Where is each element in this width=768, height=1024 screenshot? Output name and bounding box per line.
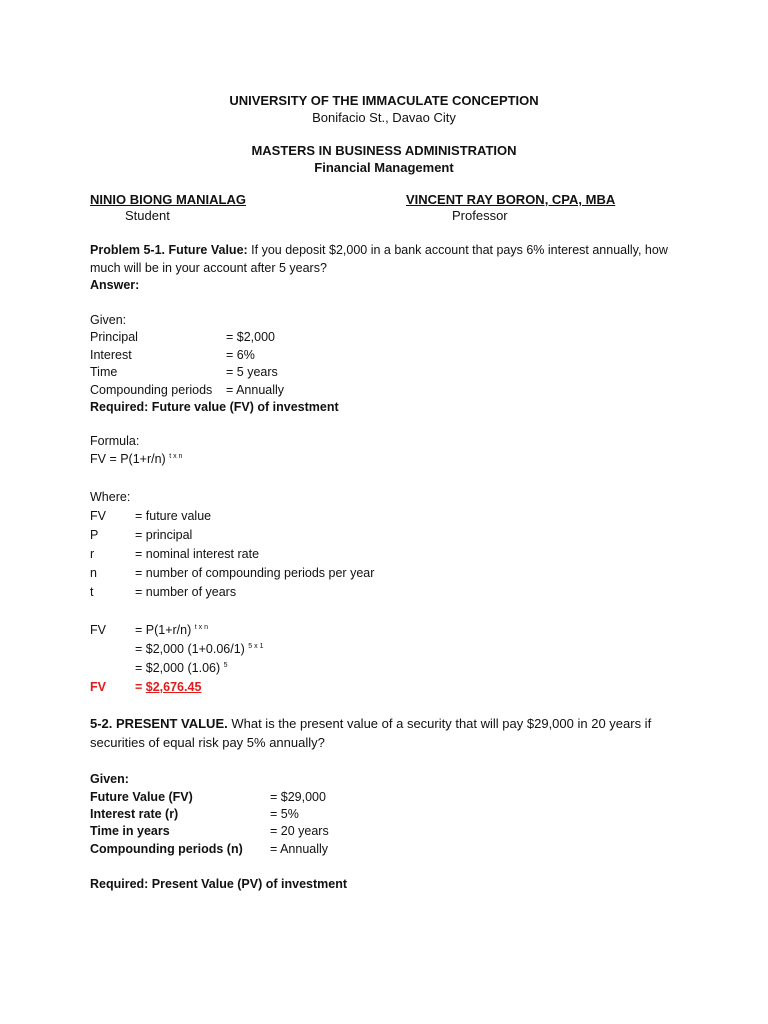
problem2-given-label: Given: xyxy=(90,772,129,786)
given-label: Compounding periods xyxy=(90,383,213,397)
given-row xyxy=(90,807,299,821)
given-value: = 5% xyxy=(270,807,299,821)
given-row xyxy=(90,330,276,344)
given-row xyxy=(90,790,326,804)
program-title: MASTERS IN BUSINESS ADMINISTRATION xyxy=(251,143,517,158)
student-role: Student xyxy=(125,208,170,223)
given-label: Principal xyxy=(90,330,138,344)
calc-fv-label: FV xyxy=(90,623,106,637)
problem2-question-line2: securities of equal risk pay 5% annually? xyxy=(90,735,325,750)
professor-name: VINCENT RAY BORON, CPA, MBA xyxy=(406,192,616,207)
given-row xyxy=(90,824,329,838)
professor-role: Professor xyxy=(452,208,508,223)
where-description: = number of compounding periods per year xyxy=(135,566,375,580)
where-description: = future value xyxy=(135,509,212,523)
student-name: NINIO BIONG MANIALAG xyxy=(90,192,246,207)
formula-exponent: t x n xyxy=(169,452,183,460)
calc-result-row xyxy=(90,680,202,694)
where-symbol: t xyxy=(90,585,94,599)
given-value: = Annually xyxy=(270,842,329,856)
given-label: Future Value (FV) xyxy=(90,790,193,804)
given-row xyxy=(90,383,285,397)
problem2-label: 5-2. PRESENT VALUE. xyxy=(90,716,228,731)
problem1-answer-label: Answer: xyxy=(90,278,140,292)
where-symbol: r xyxy=(90,547,95,561)
given-value: = 20 years xyxy=(270,824,329,838)
problem1-given-label: Given: xyxy=(90,313,127,327)
given-value: = 5 years xyxy=(226,365,278,379)
calc-step: = $2,000 (1+0.06/1) $^{5 x 1}$ xyxy=(135,642,264,656)
given-row xyxy=(90,365,278,379)
where-row xyxy=(90,547,260,561)
where-label: Where: xyxy=(90,490,131,504)
given-label: Compounding periods (n) xyxy=(90,842,243,856)
given-label: Interest xyxy=(90,348,132,362)
formula-text: FV = P(1+r/n) xyxy=(90,452,166,466)
given-row xyxy=(90,348,255,362)
calc-step: = $2,000 (1.06) $^5$ xyxy=(135,661,228,675)
problem1-question-line2: much will be in your account after 5 years? xyxy=(90,261,327,275)
given-value: = $29,000 xyxy=(270,790,326,804)
where-row xyxy=(90,509,212,523)
problem2-question-line1 xyxy=(90,716,651,731)
where-description: = principal xyxy=(135,528,193,542)
result-value: = $2,676.45 xyxy=(135,680,202,694)
university-name: UNIVERSITY OF THE IMMACULATE CONCEPTION xyxy=(229,93,539,108)
problem1-question-text: If you deposit $2,000 in a bank account that pays 6% interest annually, how xyxy=(247,243,668,257)
problem1-required: Required: Future value (FV) of investment xyxy=(90,400,339,414)
calc-step: = P(1+r/n) $^{t x n}$ xyxy=(135,623,208,637)
where-row xyxy=(90,528,193,542)
problem2-required: Required: Present Value (PV) of investment xyxy=(90,877,348,891)
problem1-question-line1 xyxy=(90,243,668,257)
formula xyxy=(90,452,182,466)
given-label: Time xyxy=(90,365,118,379)
given-label: Interest rate (r) xyxy=(90,807,179,821)
calc-row xyxy=(90,623,208,637)
problem1-label: Problem 5-1. Future Value: xyxy=(90,243,248,257)
given-row xyxy=(90,842,329,856)
where-description: = number of years xyxy=(135,585,237,599)
result-label: FV xyxy=(90,680,106,694)
where-row xyxy=(90,566,375,580)
where-symbol: P xyxy=(90,528,99,542)
formula-label: Formula: xyxy=(90,434,140,448)
where-symbol: n xyxy=(90,566,97,580)
where-description: = nominal interest rate xyxy=(135,547,260,561)
given-value: = 6% xyxy=(226,348,255,362)
where-symbol: FV xyxy=(90,509,106,523)
course-title: Financial Management xyxy=(314,160,454,175)
university-address: Bonifacio St., Davao City xyxy=(312,110,456,125)
given-value: = $2,000 xyxy=(226,330,276,344)
problem2-question-text: What is the present value of a security that will pay $29,000 in 20 years if xyxy=(227,716,652,731)
where-row xyxy=(90,585,237,599)
given-value: = Annually xyxy=(226,383,285,397)
given-label: Time in years xyxy=(90,824,170,838)
